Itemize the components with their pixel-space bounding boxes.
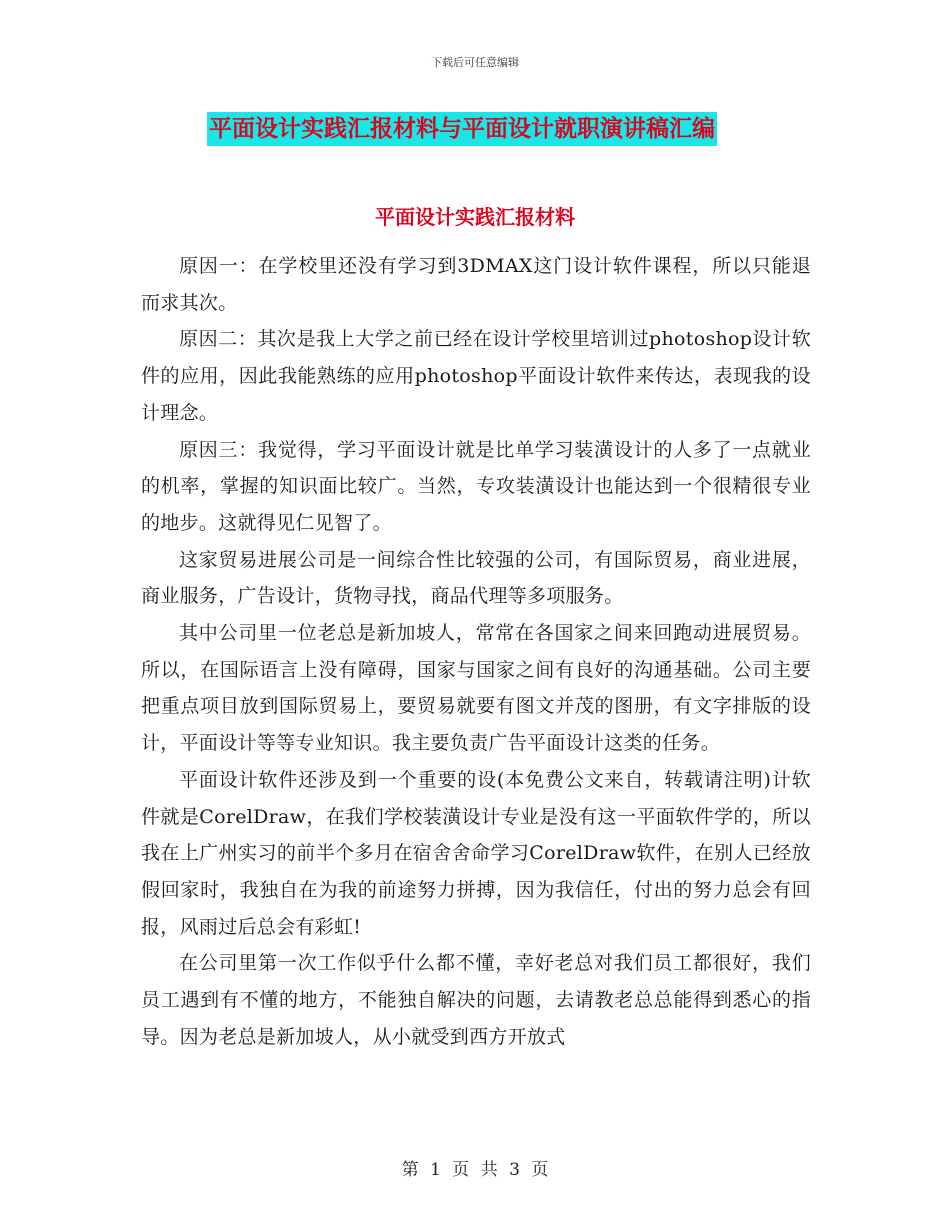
paragraph: 平面设计软件还涉及到一个重要的设(本免费公文来自，转载请注明)计软件就是CorelDraw，在我们学校装潢设计专业是没有这一平面软件学的，所以我在上广州实习的前半个多月在宿舍舍命学习CorelDraw软件，在别人已经放假回家时，我独自在为我的前途努力拼搏，因为我信任，付出的努力总会有回报，风雨过后总会有彩虹! bbox=[141, 768, 811, 938]
paragraph: 其中公司里一位老总是新加坡人，常常在各国家之间来回跑动进展贸易。所以，在国际语言上没有障碍，国家与国家之间有良好的沟通基础。公司主要把重点项目放到国际贸易上，要贸易就要有图文并茂的图册，有文字排版的设计，平面设计等等专业知识。我主要负责广告平面设计这类的任务。 bbox=[141, 622, 811, 755]
paragraph: 原因二：其次是我上大学之前已经在设计学校里培训过photoshop设计软件的应用，因此我能熟练的应用photoshop平面设计软件来传达，表现我的设计理念。 bbox=[141, 328, 811, 424]
page-footer: 第 1 页 共 3 页 bbox=[401, 1160, 549, 1180]
header-note: 下载后可任意编辑 bbox=[431, 56, 519, 69]
paragraph: 原因三：我觉得，学习平面设计就是比单学习装潢设计的人多了一点就业的机率，掌握的知识面比较广。当然，专攻装潢设计也能达到一个很精很专业的地步。这就得见仁见智了。 bbox=[141, 438, 811, 534]
paragraph: 在公司里第一次工作似乎什么都不懂，幸好老总对我们员工都很好，我们员工遇到有不懂的地方，不能独自解决的问题，去请教老总总能得到悉心的指导。因为老总是新加坡人，从小就受到西方开放式 bbox=[141, 952, 811, 1048]
section-title: 平面设计实践汇报材料 bbox=[375, 205, 575, 229]
paragraph: 这家贸易进展公司是一间综合性比较强的公司，有国际贸易，商业进展，商业服务，广告设计，货物寻找，商品代理等多项服务。 bbox=[141, 548, 811, 608]
paragraph: 原因一：在学校里还没有学习到3DMAX这门设计软件课程，所以只能退而求其次。 bbox=[141, 255, 811, 314]
document-body bbox=[141, 248, 811, 1055]
document-title: 平面设计实践汇报材料与平面设计就职演讲稿汇编 bbox=[207, 112, 717, 146]
